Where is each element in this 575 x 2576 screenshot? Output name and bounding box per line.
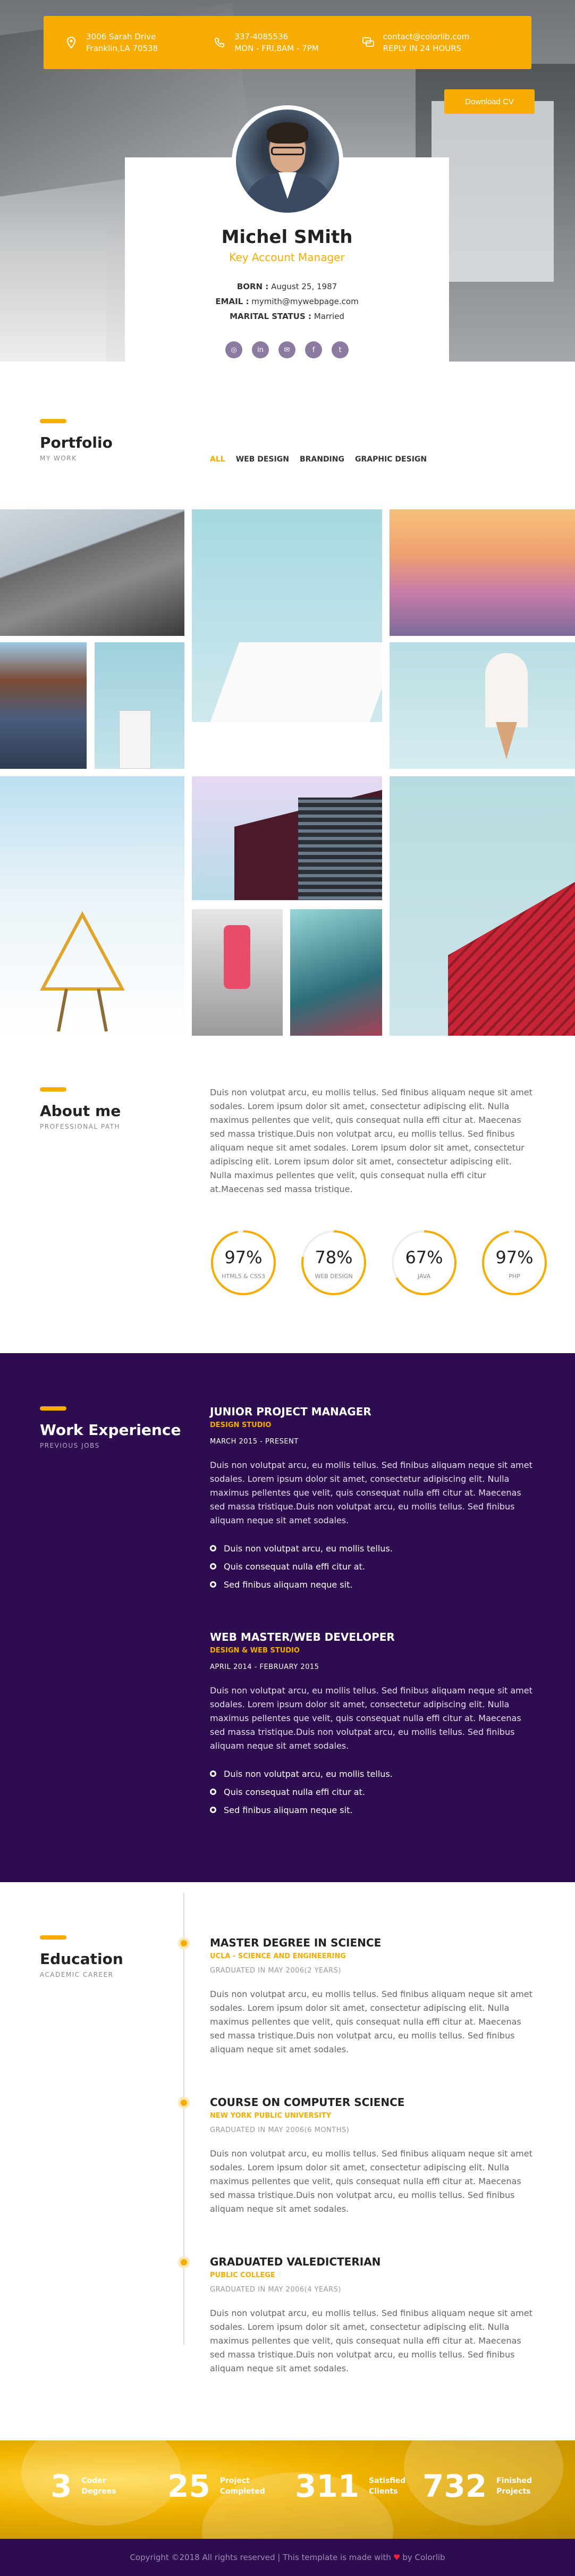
section-accent-bar xyxy=(40,1087,66,1092)
bullet-icon xyxy=(210,1545,216,1551)
graduation-info: GRADUATED IN MAY 2006(4 YEARS) xyxy=(210,2286,342,2294)
portfolio-filters xyxy=(210,455,427,464)
download-cv-button[interactable]: Download CV xyxy=(444,89,535,114)
stat-label xyxy=(220,2476,265,2497)
degree-title: COURSE ON COMPUTER SCIENCE xyxy=(210,2096,405,2109)
timeline-line xyxy=(183,1893,184,2345)
email-icon[interactable]: ✉ xyxy=(278,341,295,358)
work-section xyxy=(0,1353,575,1882)
skill-circle xyxy=(299,1228,368,1297)
facebook-icon[interactable]: f xyxy=(305,341,322,358)
stat-label-line1: Project xyxy=(219,2477,250,2485)
born-label: BORN : xyxy=(236,282,269,291)
portfolio-item[interactable] xyxy=(290,909,382,1036)
job-dates: MARCH 2015 - PRESENT xyxy=(210,1438,299,1446)
about-title: About me xyxy=(40,1102,121,1120)
stat-label-line1: Finished xyxy=(496,2477,532,2485)
stat-label xyxy=(496,2476,532,2497)
stat-item xyxy=(295,2468,405,2504)
job-bullets xyxy=(210,1765,534,1819)
education-description: Duis non volutpat arcu, eu mollis tellus. Sed finibus aliquam neque sit amet sodales. Lorem ipsum dolor sit amet, consectetur adipiscing elit. Nulla maximus pellentes que velit, quis consequat nulla effi citur at. Maecenas sed massa tristique.Duis non volutpat arcu, eu mollis tellus. Sed finibus aliquam neque sit amet sodales. xyxy=(210,2149,532,2214)
marital-label: MARITAL STATUS : xyxy=(230,312,311,321)
degree-title: MASTER DEGREE IN SCIENCE xyxy=(210,1936,382,1949)
bullet-text: Quis consequat nulla effi citur at. xyxy=(224,1786,365,1797)
stat-label-line2: Clients xyxy=(369,2487,398,2496)
marital-row xyxy=(125,312,449,321)
linkedin-icon[interactable]: in xyxy=(252,341,269,358)
skill-label: PHP xyxy=(509,1273,520,1280)
filter-web-design[interactable]: WEB DESIGN xyxy=(235,455,289,464)
portfolio-item[interactable] xyxy=(95,642,184,769)
portfolio-item[interactable] xyxy=(390,776,575,1036)
job-bullets xyxy=(210,1539,534,1593)
portfolio-title: Portfolio xyxy=(40,434,113,451)
education-item xyxy=(210,1936,534,2057)
contact-email xyxy=(362,31,510,54)
instagram-icon[interactable]: ◎ xyxy=(225,341,242,358)
bullet-text: Duis non volutpat arcu, eu mollis tellus. xyxy=(224,1543,393,1554)
work-title: Work Experience xyxy=(40,1421,181,1439)
email-row xyxy=(125,297,449,306)
education-description: Duis non volutpat arcu, eu mollis tellus. Sed finibus aliquam neque sit amet sodales. Lorem ipsum dolor sit amet, consectetur adipiscing elit. Nulla maximus pellentes que velit, quis consequat nulla effi citur at. Maecenas sed massa tristique.Duis non volutpat arcu, eu mollis tellus. Sed finibus aliquam neque sit amet sodales. xyxy=(210,1989,532,2054)
portfolio-item[interactable] xyxy=(192,509,382,722)
about-text: Duis non volutpat arcu, eu mollis tellus. Sed finibus aliquam neque sit amet sodales. Lorem ipsum dolor sit amet, consectetur adipiscing elit. Nulla maximus pellentes que velit, quis consequat nulla effi citur at. Maecenas sed massa tristique.Duis non volutpat arcu, eu mollis tellus. Sed finibus aliquam neque sit amet sodales. Lorem ipsum dolor sit amet, consectetur adipiscing elit. Lorem ipsum dolor sit amet, consectetur adipiscing elit. Nulla maximus pellentes que velit, quis consequat nulla effi citur at.Maecenas sed massa tristique. xyxy=(210,1087,532,1194)
contact-bar xyxy=(44,16,531,69)
stat-label-line2: Degrees xyxy=(81,2487,116,2496)
skill-percent: 97% xyxy=(224,1247,263,1268)
about-subtitle: PROFESSIONAL PATH xyxy=(40,1123,121,1130)
work-subtitle: PREVIOUS JOBS xyxy=(40,1442,100,1449)
bullet-text: Sed finibus aliquam neque sit. xyxy=(224,1805,353,1815)
timeline-dot-icon xyxy=(178,1937,190,1949)
location-pin-icon xyxy=(65,36,78,49)
portfolio-item[interactable] xyxy=(192,909,283,1036)
twitter-icon[interactable]: t xyxy=(332,341,349,358)
education-item xyxy=(210,2255,534,2376)
section-accent-bar xyxy=(40,1406,66,1411)
stat-label-line1: Satisfied xyxy=(369,2477,406,2485)
skill-label: HTML5 & CSS3 xyxy=(222,1273,265,1280)
contact-phone xyxy=(213,31,361,54)
bullet-icon xyxy=(210,1563,216,1570)
bullet-icon xyxy=(210,1581,216,1588)
list-item xyxy=(210,1801,534,1819)
list-item xyxy=(210,1575,534,1593)
graduation-info: GRADUATED IN MAY 2006(2 YEARS) xyxy=(210,1967,342,1975)
timeline-dot-icon xyxy=(178,2097,190,2109)
portfolio-item[interactable] xyxy=(390,509,575,636)
footer-credit-link[interactable]: by Colorlib xyxy=(402,2553,445,2562)
school-name: NEW YORK PUBLIC UNIVERSITY xyxy=(210,2112,332,2120)
job-item xyxy=(210,1405,534,1593)
education-title: Education xyxy=(40,1950,123,1968)
skill-percent: 78% xyxy=(315,1247,353,1268)
bullet-text: Duis non volutpat arcu, eu mollis tellus. xyxy=(224,1768,393,1779)
education-header xyxy=(40,1935,123,1978)
stat-label xyxy=(369,2476,405,2497)
job-description: Duis non volutpat arcu, eu mollis tellus. Sed finibus aliquam neque sit amet sodales. Lorem ipsum dolor sit amet, consectetur adipiscing elit. Nulla maximus pellentes que velit, quis consequat nulla effi citur at. Maecenas sed massa tristique.Duis non volutpat arcu, eu mollis tellus. Sed finibus aliquam neque sit amet sodales. xyxy=(210,1460,532,1525)
skill-circle xyxy=(480,1228,549,1297)
education-subtitle: ACADEMIC CAREER xyxy=(40,1971,114,1978)
skill-percent: 67% xyxy=(405,1247,443,1268)
email-value: mymith@mywebpage.com xyxy=(251,297,359,306)
contact-address xyxy=(65,31,213,54)
email-label: EMAIL : xyxy=(215,297,249,306)
stat-number: 25 xyxy=(167,2468,210,2504)
born-row xyxy=(125,282,449,291)
list-item xyxy=(210,1539,534,1557)
list-item xyxy=(210,1765,534,1783)
timeline-dot-icon xyxy=(178,2256,190,2268)
profile-name: Michel SMith xyxy=(221,226,353,248)
skill-circle xyxy=(390,1228,459,1297)
job-description: Duis non volutpat arcu, eu mollis tellus. Sed finibus aliquam neque sit amet sodales. Lorem ipsum dolor sit amet, consectetur adipiscing elit. Nulla maximus pellentes que velit, quis consequat nulla effi citur at. Maecenas sed massa tristique.Duis non volutpat arcu, eu mollis tellus. Sed finibus aliquam neque sit amet sodales. xyxy=(210,1685,532,1751)
work-header xyxy=(40,1406,181,1449)
job-title: WEB MASTER/WEB DEVELOPER xyxy=(210,1631,395,1643)
portfolio-item[interactable] xyxy=(0,509,184,636)
education-description: Duis non volutpat arcu, eu mollis tellus. Sed finibus aliquam neque sit amet sodales. Lorem ipsum dolor sit amet, consectetur adipiscing elit. Nulla maximus pellentes que velit, quis consequat nulla effi citur at. Maecenas sed massa tristique.Duis non volutpat arcu, eu mollis tellus. Sed finibus aliquam neque sit amet sodales. xyxy=(210,2308,532,2373)
footer-copyright: Copyright ©2018 All rights reserved | This template is made with xyxy=(130,2553,391,2562)
graduation-info: GRADUATED IN MAY 2006(6 MONTHS) xyxy=(210,2126,350,2134)
heart-icon: ♥ xyxy=(393,2553,401,2562)
section-accent-bar xyxy=(40,1935,66,1940)
bullet-icon xyxy=(210,1807,216,1813)
email-address[interactable]: contact@colorlib.com xyxy=(383,32,470,41)
stat-label-line1: Coder xyxy=(81,2477,106,2485)
stat-item xyxy=(422,2468,532,2504)
education-item xyxy=(210,2096,534,2216)
filter-graphic-design[interactable]: GRAPHIC DESIGN xyxy=(354,455,427,464)
stat-label-line2: Completed xyxy=(219,2487,265,2496)
stats-banner xyxy=(0,2440,575,2539)
filter-all[interactable]: ALL xyxy=(210,455,225,464)
stat-number: 732 xyxy=(422,2468,487,2504)
phone-icon xyxy=(213,36,226,49)
born-value: August 25, 1987 xyxy=(271,282,337,291)
stat-number: 311 xyxy=(295,2468,360,2504)
stat-item xyxy=(50,2468,116,2504)
portfolio-header xyxy=(40,419,113,462)
portfolio-subtitle: MY WORK xyxy=(40,455,77,462)
portfolio-item[interactable] xyxy=(0,776,184,1036)
stat-item xyxy=(167,2468,265,2504)
school-name: UCLA - SCIENCE AND ENGINEERING xyxy=(210,1952,346,1960)
stat-label xyxy=(81,2476,116,2497)
portfolio-item[interactable] xyxy=(192,776,382,900)
job-item xyxy=(210,1631,534,1819)
job-dates: APRIL 2014 - FEBRUARY 2015 xyxy=(210,1663,319,1671)
social-links xyxy=(125,341,449,358)
chat-icon xyxy=(362,36,375,49)
skill-label: WEB DESIGN xyxy=(315,1273,353,1280)
school-name: PUBLIC COLLEGE xyxy=(210,2271,275,2279)
list-item xyxy=(210,1557,534,1575)
stat-number: 3 xyxy=(50,2468,72,2504)
address-line1: 3006 Sarah Drive xyxy=(86,32,156,41)
bullet-icon xyxy=(210,1771,216,1777)
stat-label-line2: Projects xyxy=(496,2487,531,2496)
job-company: DESIGN & WEB STUDIO xyxy=(210,1647,300,1655)
avatar xyxy=(232,105,343,217)
address-line2: Franklin,LA 70538 xyxy=(86,44,158,53)
filter-branding[interactable]: BRANDING xyxy=(299,455,344,464)
about-header xyxy=(40,1087,121,1130)
reply-time: REPLY IN 24 HOURS xyxy=(383,44,462,53)
footer xyxy=(0,2539,575,2576)
portfolio-item[interactable] xyxy=(0,642,87,769)
bullet-text: Quis consequat nulla effi citur at. xyxy=(224,1561,365,1572)
job-company: DESIGN STUDIO xyxy=(210,1421,272,1429)
profile-role: Key Account Manager xyxy=(229,251,345,264)
degree-title: GRADUATED VALEDICTERIAN xyxy=(210,2255,381,2268)
skills-circles xyxy=(209,1228,549,1297)
section-accent-bar xyxy=(40,419,66,423)
skill-percent: 97% xyxy=(495,1247,534,1268)
skill-circle xyxy=(209,1228,278,1297)
skill-label: JAVA xyxy=(417,1273,431,1280)
marital-value: Married xyxy=(314,312,344,321)
office-hours: MON - FRI,8AM - 7PM xyxy=(234,44,319,53)
list-item xyxy=(210,1783,534,1801)
bullet-icon xyxy=(210,1789,216,1795)
bullet-text: Sed finibus aliquam neque sit. xyxy=(224,1579,353,1590)
phone-number[interactable]: 337-4085536 xyxy=(234,32,289,41)
portfolio-item[interactable] xyxy=(390,642,575,769)
job-title: JUNIOR PROJECT MANAGER xyxy=(210,1405,371,1418)
